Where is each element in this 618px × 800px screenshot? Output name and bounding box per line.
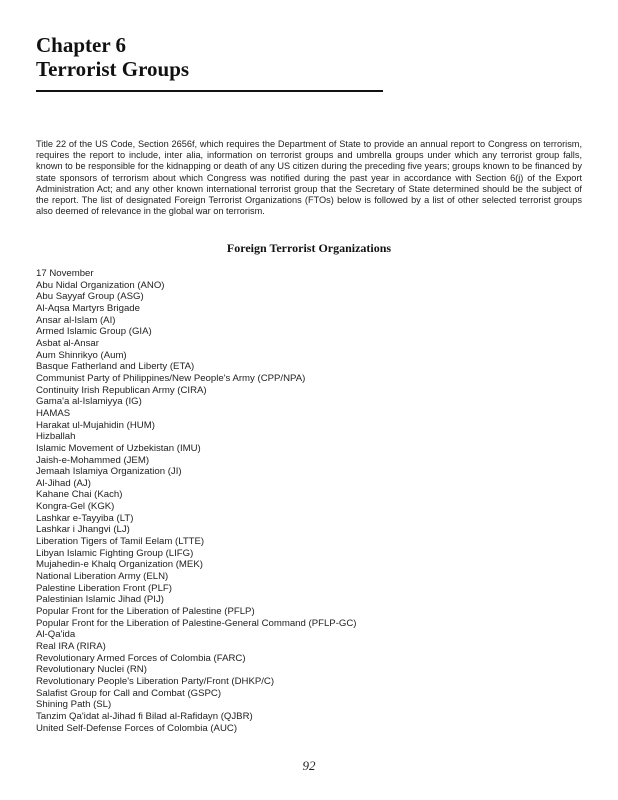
page-number: 92 <box>302 758 316 773</box>
list-item: Revolutionary Armed Forces of Colombia (FARC) <box>36 652 246 664</box>
list-item: Armed Islamic Group (GIA) <box>36 326 152 338</box>
list-item: HAMAS <box>36 407 71 419</box>
list-item: Revolutionary People's Liberation Party/Front (DHKP/C) <box>36 675 275 687</box>
list-item: Real IRA (RIRA) <box>36 641 106 652</box>
list-item: United Self-Defense Forces of Colombia (AUC) <box>36 722 238 734</box>
list-item: Popular Front for the Liberation of Palestine (PFLP) <box>36 606 255 618</box>
list-item: Shining Path (SL) <box>36 699 112 711</box>
list-item: Libyan Islamic Fighting Group (LIFG) <box>36 547 194 559</box>
chapter-number: Chapter 6 <box>36 33 127 57</box>
chapter-title: Terrorist Groups <box>36 57 190 81</box>
list-item: Harakat ul-Mujahidin (HUM) <box>36 419 155 431</box>
list-item: Lashkar e-Tayyiba (LT) <box>36 512 134 524</box>
list-item: Kahane Chai (Kach) <box>36 489 123 501</box>
list-item: Basque Fatherland and Liberty (ETA) <box>36 361 195 373</box>
section-title: Foreign Terrorist Organizations <box>226 241 392 255</box>
list-item: Palestine Liberation Front (PLF) <box>36 582 172 594</box>
list-item: Popular Front for the Liberation of Palestine-General Command (PFLP-GC) <box>36 617 357 629</box>
list-item: Gama'a al-Islamiyya (IG) <box>36 396 142 408</box>
list-item: Jemaah Islamiya Organization (JI) <box>36 466 182 478</box>
list-item: Revolutionary Nuclei (RN) <box>36 664 147 676</box>
list-item: Liberation Tigers of Tamil Eelam (LTTE) <box>36 536 205 548</box>
list-item: Aum Shinrikyo (Aum) <box>36 349 127 361</box>
list-item: Lashkar i Jhangvi (LJ) <box>36 524 130 536</box>
heading-rule <box>36 90 383 92</box>
list-item: Al-Jihad (AJ) <box>36 477 91 489</box>
list-item: Abu Sayyaf Group (ASG) <box>36 291 144 303</box>
list-item: Mujahedin-e Khalq Organization (MEK) <box>36 559 203 571</box>
list-item: Islamic Movement of Uzbekistan (IMU) <box>36 442 201 454</box>
list-item: Abu Nidal Organization (ANO) <box>36 279 165 291</box>
list-item: Communist Party of Philippines/New People's Army (CPP/NPA) <box>36 372 306 384</box>
list-item: Salafist Group for Call and Combat (GSPC) <box>36 687 222 699</box>
list-item: Asbat al-Ansar <box>36 337 99 349</box>
organization-list <box>36 268 356 734</box>
chapter-heading <box>36 33 189 81</box>
list-item: Al-Qa'ida <box>36 629 76 641</box>
list-item: Jaish-e-Mohammed (JEM) <box>36 454 150 466</box>
list-item: Palestinian Islamic Jihad (PIJ) <box>36 594 164 606</box>
list-item: Al-Aqsa Martyrs Brigade <box>36 302 140 314</box>
intro-paragraph: Title 22 of the US Code, Section 2656f, which requires the Department of State to provide an annual report to Congress on terrorism, requires the report to include, inter alia, information on terrorist groups and umbrella groups under which any terrorist group falls, known to be responsible for the kidnapping or death of any US citizen during the preceding five years; groups known to be financed by state sponsors of terrorism about which Congress was notified during the past year in accordance with Section 6(j) of the Export Administration Act; and any other known international terrorist group that the Secretary of State determined should be the subject of the report. The list of designated Foreign Terrorist Organizations (FTOs) below is followed by a list of other selected terrorist groups also deemed of relevance in the global war on terrorism. <box>36 139 582 217</box>
list-item: Kongra-Gel (KGK) <box>36 501 115 513</box>
list-item: Tanzim Qa'idat al-Jihad fi Bilad al-Rafidayn (QJBR) <box>36 710 253 722</box>
list-item: Continuity Irish Republican Army (CIRA) <box>36 384 207 396</box>
list-item: National Liberation Army (ELN) <box>36 571 169 583</box>
list-item: Ansar al-Islam (AI) <box>36 314 116 326</box>
list-item: 17 November <box>36 268 94 279</box>
list-item: Hizballah <box>36 431 76 443</box>
